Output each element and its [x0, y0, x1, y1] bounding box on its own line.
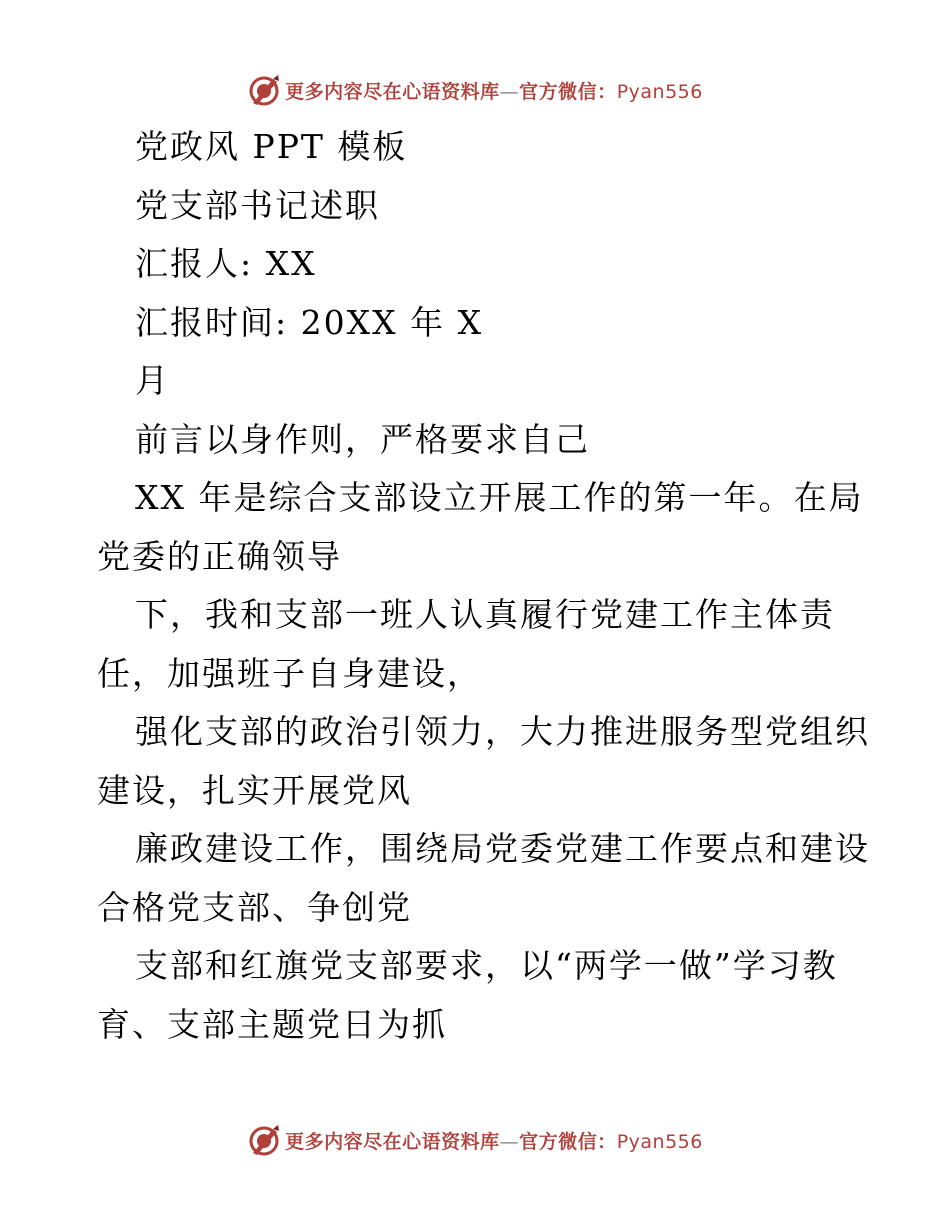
doc-line: 月 [135, 361, 170, 400]
doc-line: 建设，扎实开展党风 [97, 770, 412, 810]
header-wechat-id: Pyan556 [616, 80, 703, 103]
header-dash: — [499, 80, 520, 103]
doc-line: 汇报人: XX [135, 244, 317, 283]
doc-line: 廉政建设工作，围绕局党委党建工作要点和建设 [135, 829, 870, 868]
pen-logo-icon [247, 1123, 281, 1157]
doc-line: 前言以身作则，严格要求自己 [135, 419, 590, 459]
header-watermark [0, 70, 950, 110]
pen-logo-icon [247, 73, 281, 107]
doc-line: 任，加强班子自身建设， [97, 653, 482, 693]
doc-line: 党委的正确领导 [97, 536, 342, 576]
doc-line: 党政风 PPT 模板 [135, 127, 408, 166]
doc-line: 下，我和支部一班人认真履行党建工作主体责 [135, 595, 835, 634]
document-body [97, 118, 870, 1054]
footer-watermark [0, 1120, 950, 1160]
header-brand-text: 更多内容尽在心语资料库 [285, 80, 500, 103]
footer-dash: — [499, 1130, 520, 1153]
doc-line: 强化支部的政治引领力，大力推进服务型党组织 [135, 712, 870, 751]
doc-line: 合格党支部、争创党 [97, 887, 412, 927]
footer-wechat-label: 官方微信： [519, 1130, 617, 1153]
doc-line: 汇报时间: 20XX 年 X [135, 302, 484, 342]
doc-line: XX 年是综合支部设立开展工作的第一年。在局 [135, 478, 864, 517]
header-wechat-label: 官方微信： [519, 80, 617, 103]
footer-wechat-id: Pyan556 [616, 1130, 703, 1153]
doc-line: 育、支部主题党日为抓 [97, 1004, 447, 1044]
doc-line: 党支部书记述职 [135, 185, 380, 225]
footer-brand-text: 更多内容尽在心语资料库 [285, 1130, 500, 1153]
doc-line: 支部和红旗党支部要求，以“两学一做”学习教 [135, 946, 838, 985]
